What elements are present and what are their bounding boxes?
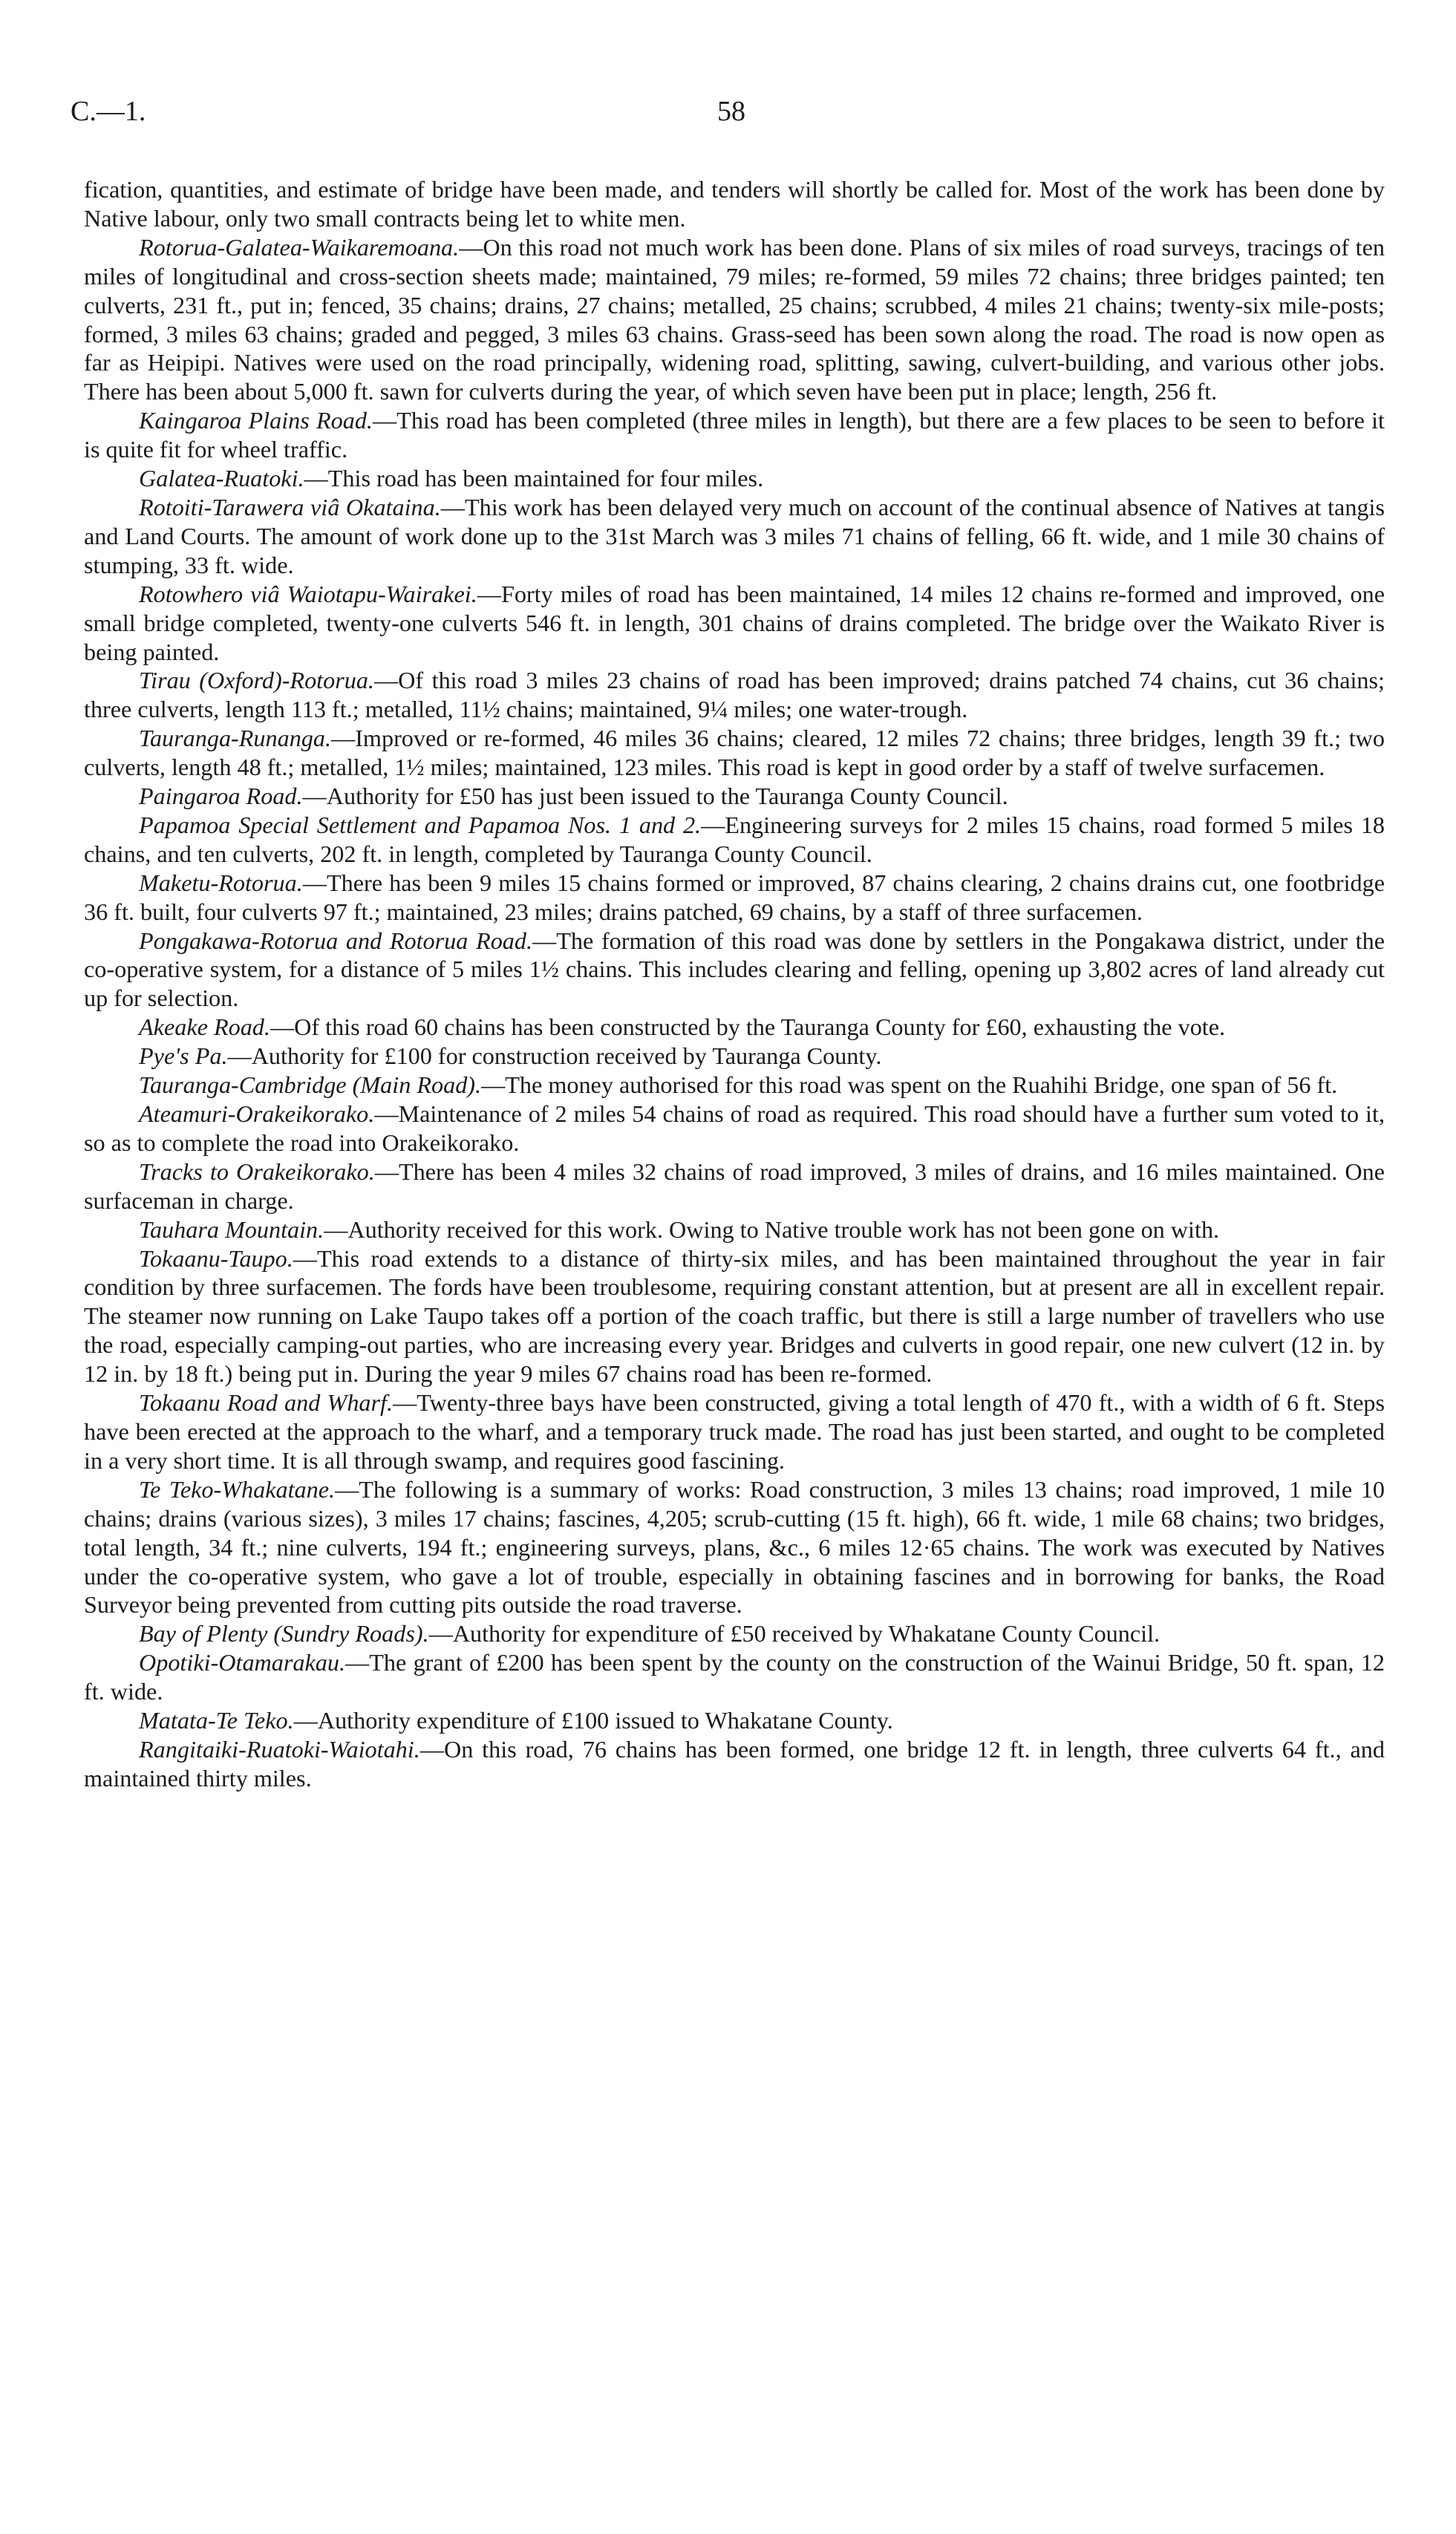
- road-entry: [84, 1648, 1385, 1706]
- road-entry-text: —On this road not much work has been done. Plans of six miles of road surveys, tracings of ten miles of longitudinal and cross-section sheets made; maintained, 79 miles; re-formed, 59 miles 72 chains; three bridges painted; ten culverts, 231 ft., put in; fenced, 35 chains; drains, 27 chains; metalled, 25 chains; scrubbed, 4 miles 21 chains; twenty-six mile-posts; formed, 3 miles 63 chains; graded and pegged, 3 miles 63 chains. Grass-seed has been sown along the road. The road is now open as far as Heipipi. Natives were used on the road principally, widening road, splitting, sawing, culvert-building, and various other jobs. There has been about 5,000 ft. sawn for culverts during the year, of which seven have been put in place; length, 256 ft.: [84, 233, 1385, 405]
- road-entry: [84, 1100, 1385, 1157]
- road-entry-text: —Improved or re-formed, 46 miles 36 chains; cleared, 12 miles 72 chains; three bridges, length 39 ft.; two culverts, length 48 ft.; metalled, 1½ miles; maintained, 123 miles. This road is kept in good order by a staff of twelve surfacemen.: [84, 725, 1385, 781]
- road-entry: [84, 1013, 1385, 1042]
- road-entry-heading: Tauranga-Cambridge (Main Road).: [139, 1071, 482, 1099]
- road-entries-list: [84, 233, 1385, 1793]
- road-entry-heading: Te Teko-Whakatane.: [139, 1475, 336, 1503]
- road-entry: [84, 1706, 1385, 1735]
- road-entry-text: —The following is a summary of works: Road construction, 3 miles 13 chains; road improved, 1 mile 10 chains; drains (various sizes), 3 miles 17 chains; fascines, 4,205; scrub-cutting (15 ft. high), 66 ft. wide, 1 mile 68 chains; two bridges, total length, 34 ft.; nine culverts, 194 ft.; engineering surveys, plans, &c., 6 miles 12·65 chains. The work was executed by Natives under the co-operative system, who gave a lot of trouble, especially in obtaining fascines and in borrowing for banks, the Road Surveyor being prevented from cutting pits outside the road traverse.: [84, 1475, 1385, 1619]
- road-entry-text: —Maintenance of 2 miles 54 chains of road as required. This road should have a further sum voted to it, so as to complete the road into Orakeikorako.: [84, 1100, 1385, 1156]
- road-entry-heading: Kaingaroa Plains Road.: [139, 407, 373, 434]
- road-entry-heading: Matata-Te Teko.: [139, 1707, 294, 1734]
- road-entry-text: —This road extends to a distance of thirty-six miles, and has been maintained throughout the year in fair condition by three surfacemen. The fords have been troublesome, requiring constant attention, but at present are all in excellent repair. The steamer now running on Lake Taupo takes off a portion of the coach traffic, but there is still a large number of travellers who use the road, especially camping-out parties, who are increasing every year. Bridges and culverts in good repair, one new culvert (12 in. by 12 in. by 18 ft.) being put in. During the year 9 miles 67 chains road has been re-formed.: [84, 1244, 1385, 1388]
- road-entry: [84, 1042, 1385, 1071]
- road-entry: [84, 1475, 1385, 1620]
- road-entry-text: —Twenty-three bays have been constructed, giving a total length of 470 ft., with a width of 6 ft. Steps have been erected at the approach to the wharf, and a temporary truck made. The road has just been started, and ought to be completed in a very short time. It is all through swamp, and requires good fascining.: [84, 1389, 1385, 1474]
- road-entry-text: —The formation of this road was done by settlers in the Pongakawa district, under the co-operative system, for a distance of 5 miles 1½ chains. This includes clearing and felling, opening up 3,802 acres of land already cut up for selection.: [84, 927, 1385, 1012]
- page-header: [71, 95, 1392, 140]
- road-entry: [84, 1157, 1385, 1215]
- road-entry-heading: Rotoiti-Tarawera viâ Okataina.: [139, 493, 441, 520]
- road-entry: [84, 666, 1385, 724]
- road-entry-text: —Engineering surveys for 2 miles 15 chains, road formed 5 miles 18 chains, and ten culverts, 202 ft. in length, completed by Tauranga County Council.: [84, 811, 1385, 867]
- road-entry: [84, 1244, 1385, 1389]
- road-entry-text: —This road has been completed (three miles in length), but there are a few places to be seen to before it is quite fit for wheel traffic.: [84, 407, 1385, 463]
- road-entry: [84, 782, 1385, 811]
- road-entry-heading: Bay of Plenty (Sundry Roads).: [139, 1620, 429, 1648]
- road-entry: [84, 811, 1385, 869]
- page-body: [84, 175, 1385, 1793]
- road-entry: [84, 233, 1385, 406]
- road-entry-text: —There has been 4 miles 32 chains of road improved, 3 miles of drains, and 16 miles maintained. One surfaceman in charge.: [84, 1157, 1385, 1214]
- road-entry-heading: Galatea-Ruatoki.: [139, 465, 304, 492]
- road-entry-heading: Tauhara Mountain.: [139, 1215, 324, 1243]
- road-entry-heading: Rangitaiki-Ruatoki-Waiotahi.: [139, 1735, 420, 1763]
- road-entry: [84, 869, 1385, 927]
- road-entry-text: —Authority for £50 has just been issued to the Tauranga County Council.: [302, 783, 1008, 810]
- page-number: 58: [717, 96, 745, 127]
- road-entry-heading: Ateamuri-Orakeikorako.: [139, 1100, 375, 1127]
- road-entry-text: —Authority for expenditure of £50 received by Whakatane County Council.: [428, 1620, 1160, 1648]
- road-entry-heading: Pongakawa-Rotorua and Rotorua Road.: [139, 927, 533, 954]
- road-entry-heading: Tirau (Oxford)-Rotorua.: [139, 667, 374, 694]
- road-entry-text: —Authority for £100 for construction received by Tauranga County.: [227, 1042, 882, 1070]
- road-entry-heading: Papamoa Special Settlement and Papamoa Nos. 1 and 2.: [139, 811, 702, 838]
- road-entry: [84, 1215, 1385, 1244]
- road-entry-text: —Of this road 60 chains has been constructed by the Tauranga County for £60, exhausting the vote.: [270, 1013, 1226, 1041]
- road-entry-heading: Paingaroa Road.: [139, 783, 303, 810]
- road-entry: [84, 927, 1385, 1013]
- road-entry-text: —This work has been delayed very much on account of the continual absence of Natives at tangis and Land Courts. The amount of work done up to the 31st March was 3 miles 71 chains of felling, 66 ft. wide, and 1 mile 30 chains of stumping, 33 ft. wide.: [84, 493, 1385, 578]
- continued-paragraph: fication, quantities, and estimate of bridge have been made, and tenders will shortly be called for. Most of the work has been done by Native labour, only two small contracts being let to white men.: [84, 176, 1385, 232]
- road-entry: [84, 493, 1385, 580]
- road-entry: [84, 724, 1385, 782]
- road-entry: [84, 1735, 1385, 1793]
- road-entry: [84, 1071, 1385, 1100]
- road-entry: [84, 1619, 1385, 1648]
- road-entry-text: —Of this road 3 miles 23 chains of road has been improved; drains patched 74 chains, cut 36 chains; three culverts, length 113 ft.; metalled, 11½ chains; maintained, 9¼ miles; one water-trough.: [84, 667, 1385, 723]
- document-reference: C.—1.: [71, 96, 146, 127]
- road-entry-text: —The grant of £200 has been spent by the county on the construction of the Wainui Bridge, 50 ft. span, 12 ft. wide.: [84, 1649, 1385, 1705]
- road-entry-heading: Tracks to Orakeikorako.: [139, 1157, 375, 1185]
- road-entry-heading: Tauranga-Runanga.: [139, 725, 332, 752]
- road-entry: [84, 1388, 1385, 1475]
- road-entry-heading: Tokaanu Road and Wharf.: [139, 1389, 394, 1417]
- road-entry-heading: Maketu-Rotorua.: [139, 869, 303, 896]
- road-entry-heading: Tokaanu-Taupo.: [139, 1244, 293, 1272]
- road-entry-heading: Pye's Pa.: [139, 1042, 228, 1070]
- road-entry-heading: Opotiki-Otamarakau.: [139, 1649, 346, 1676]
- road-entry-text: —Forty miles of road has been maintained, 14 miles 12 chains re-formed and improved, one small bridge completed, twenty-one culverts 546 ft. in length, 301 chains of drains completed. The bridge over the Waikato River is being painted.: [84, 580, 1385, 665]
- road-entry: [84, 580, 1385, 667]
- road-entry: [84, 464, 1385, 493]
- road-entry-heading: Akeake Road.: [139, 1013, 270, 1041]
- road-entry-text: —This road has been maintained for four miles.: [304, 465, 764, 492]
- road-entry-heading: Rotowhero viâ Waiotapu-Wairakei.: [139, 580, 477, 607]
- road-entry-text: —The money authorised for this road was spent on the Ruahihi Bridge, one span of 56 ft.: [481, 1071, 1338, 1099]
- road-entry-text: —There has been 9 miles 15 chains formed or improved, 87 chains clearing, 2 chains drains cut, one footbridge 36 ft. built, four culverts 97 ft.; maintained, 23 miles; drains patched, 69 chains, by a staff of three surfacemen.: [84, 869, 1385, 925]
- road-entry-heading: Rotorua-Galatea-Waikaremoana.: [139, 233, 460, 261]
- road-entry-text: —On this road, 76 chains has been formed, one bridge 12 ft. in length, three culverts 64 ft., and maintained thirty miles.: [84, 1735, 1385, 1792]
- road-entry: [84, 406, 1385, 464]
- road-entry-text: —Authority expenditure of £100 issued to Whakatane County.: [293, 1707, 893, 1734]
- road-entry-text: —Authority received for this work. Owing to Native trouble work has not been gone on with.: [324, 1215, 1220, 1243]
